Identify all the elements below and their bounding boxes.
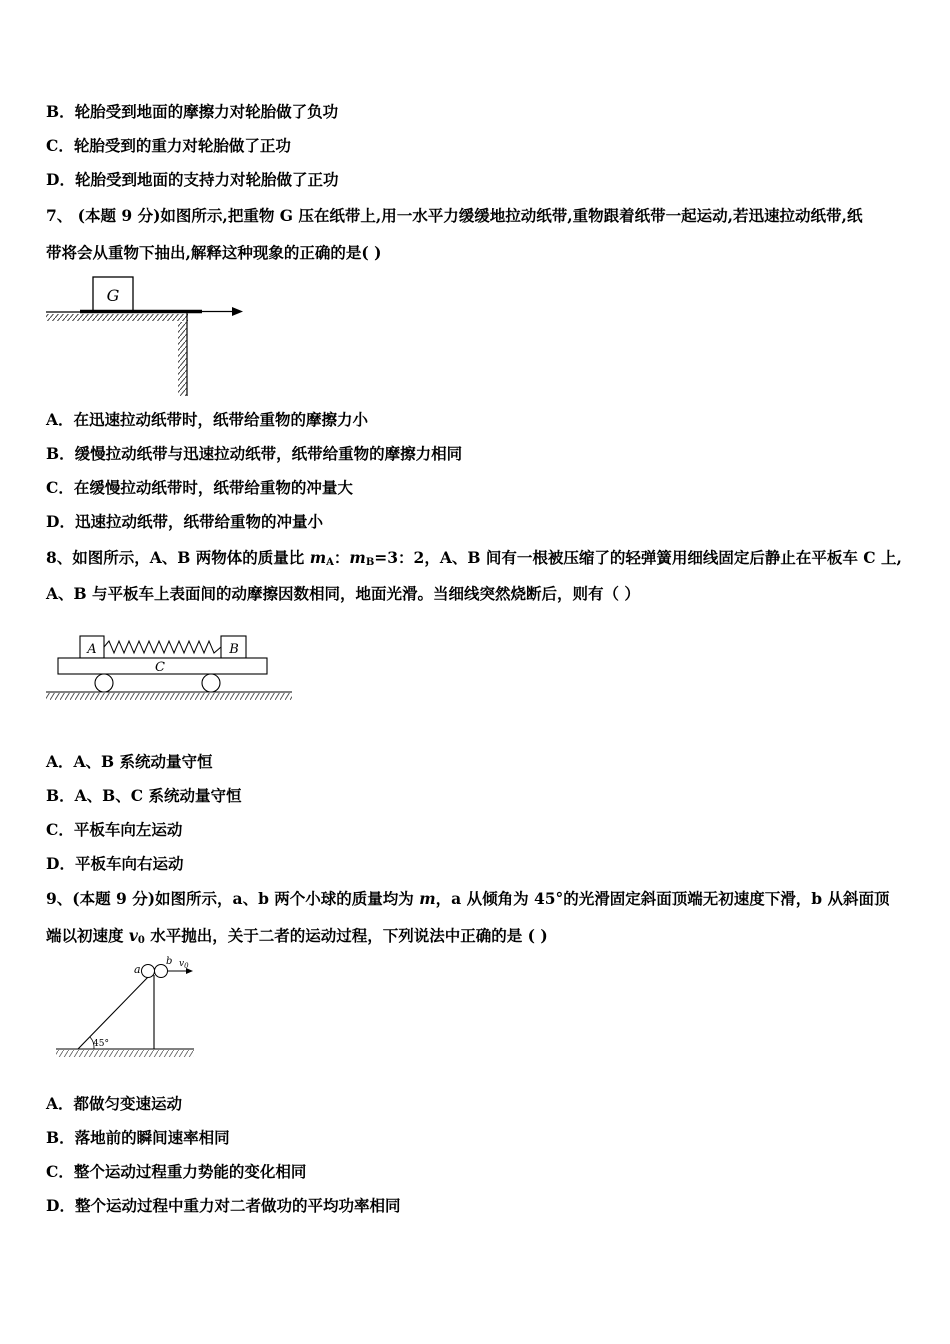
q8-option-d: D．平板车向右运动	[46, 854, 184, 873]
weight-label: G	[106, 286, 120, 305]
q7-option-b: B．缓慢拉动纸带与迅速拉动纸带，纸带给重物的摩擦力相同	[46, 444, 463, 463]
q8-option-a: A．A、B 系统动量守恒	[46, 752, 213, 771]
q6-option-d: D．轮胎受到地面的支持力对轮胎做了正功	[46, 170, 339, 189]
q8-figure	[40, 628, 300, 708]
q7-stem-line2: 带将会从重物下抽出,解释这种现象的正确的是( )	[46, 243, 382, 262]
q9-option-b: B．落地前的瞬间速率相同	[46, 1128, 230, 1147]
q8-stem-line2: A、B 与平板车上表面间的动摩擦因数相同，地面光滑。当细线突然烧断后，则有（ ）	[46, 584, 640, 603]
q9-option-d: D．整个运动过程中重力对二者做功的平均功率相同	[46, 1196, 401, 1215]
wheel-right	[202, 674, 220, 692]
velocity-label: $v_0$	[179, 959, 189, 970]
table-hatch	[46, 314, 188, 321]
block-a-label: A	[87, 642, 97, 657]
q8-stem-line1: 8、如图所示，A、B 两物体的质量比 $m_A$：$m_B=3$：2，A、B 间有一根被压缩了的轻弹簧用细线固定后静止在平板车 C 上,	[46, 548, 902, 568]
q9-figure	[48, 955, 208, 1065]
spring	[104, 641, 221, 653]
incline	[78, 975, 150, 1049]
q7-option-a: A．在迅速拉动纸带时，纸带给重物的摩擦力小	[46, 410, 369, 429]
ground-hatch	[46, 693, 292, 700]
pull-arrow-head	[232, 307, 243, 316]
q6-option-c: C．轮胎受到的重力对轮胎做了正功	[46, 136, 291, 155]
ball-b-label: b	[166, 956, 173, 967]
angle-label: 45°	[93, 1039, 109, 1049]
q7-figure	[40, 270, 260, 402]
table-edge-hatch	[178, 322, 187, 396]
q9-option-c: C．整个运动过程重力势能的变化相同	[46, 1162, 307, 1181]
ball-a	[142, 965, 155, 978]
ground-hatch	[56, 1050, 194, 1057]
q6-option-b: B．轮胎受到地面的摩擦力对轮胎做了负功	[46, 102, 339, 121]
wheel-left	[95, 674, 113, 692]
q8-option-c: C．平板车向左运动	[46, 820, 183, 839]
q9-stem-line1: 9、(本题 9 分)如图所示，a、b 两个小球的质量均为 m，a 从倾角为 45°的光滑固定斜面顶端无初速度下滑，b 从斜面顶	[46, 889, 890, 908]
block-b-label: B	[229, 642, 239, 657]
ball-a-label: a	[134, 963, 141, 976]
q9-option-a: A．都做匀变速运动	[46, 1094, 183, 1113]
q9-stem-line2: 端以初速度 $v_0$ 水平抛出，关于二者的运动过程，下列说法中正确的是 ( )	[46, 926, 548, 946]
cart-c-label: C	[155, 660, 165, 675]
q7-option-d: D．迅速拉动纸带，纸带给重物的冲量小	[46, 512, 323, 531]
q7-stem-line1: 7、 (本题 9 分)如图所示,把重物 G 压在纸带上,用一水平力缓缓地拉动纸带,重物跟着纸带一起运动,若迅速拉动纸带,纸	[46, 206, 863, 225]
q8-option-b: B．A、B、C 系统动量守恒	[46, 786, 242, 805]
q7-option-c: C．在缓慢拉动纸带时，纸带给重物的冲量大	[46, 478, 353, 497]
